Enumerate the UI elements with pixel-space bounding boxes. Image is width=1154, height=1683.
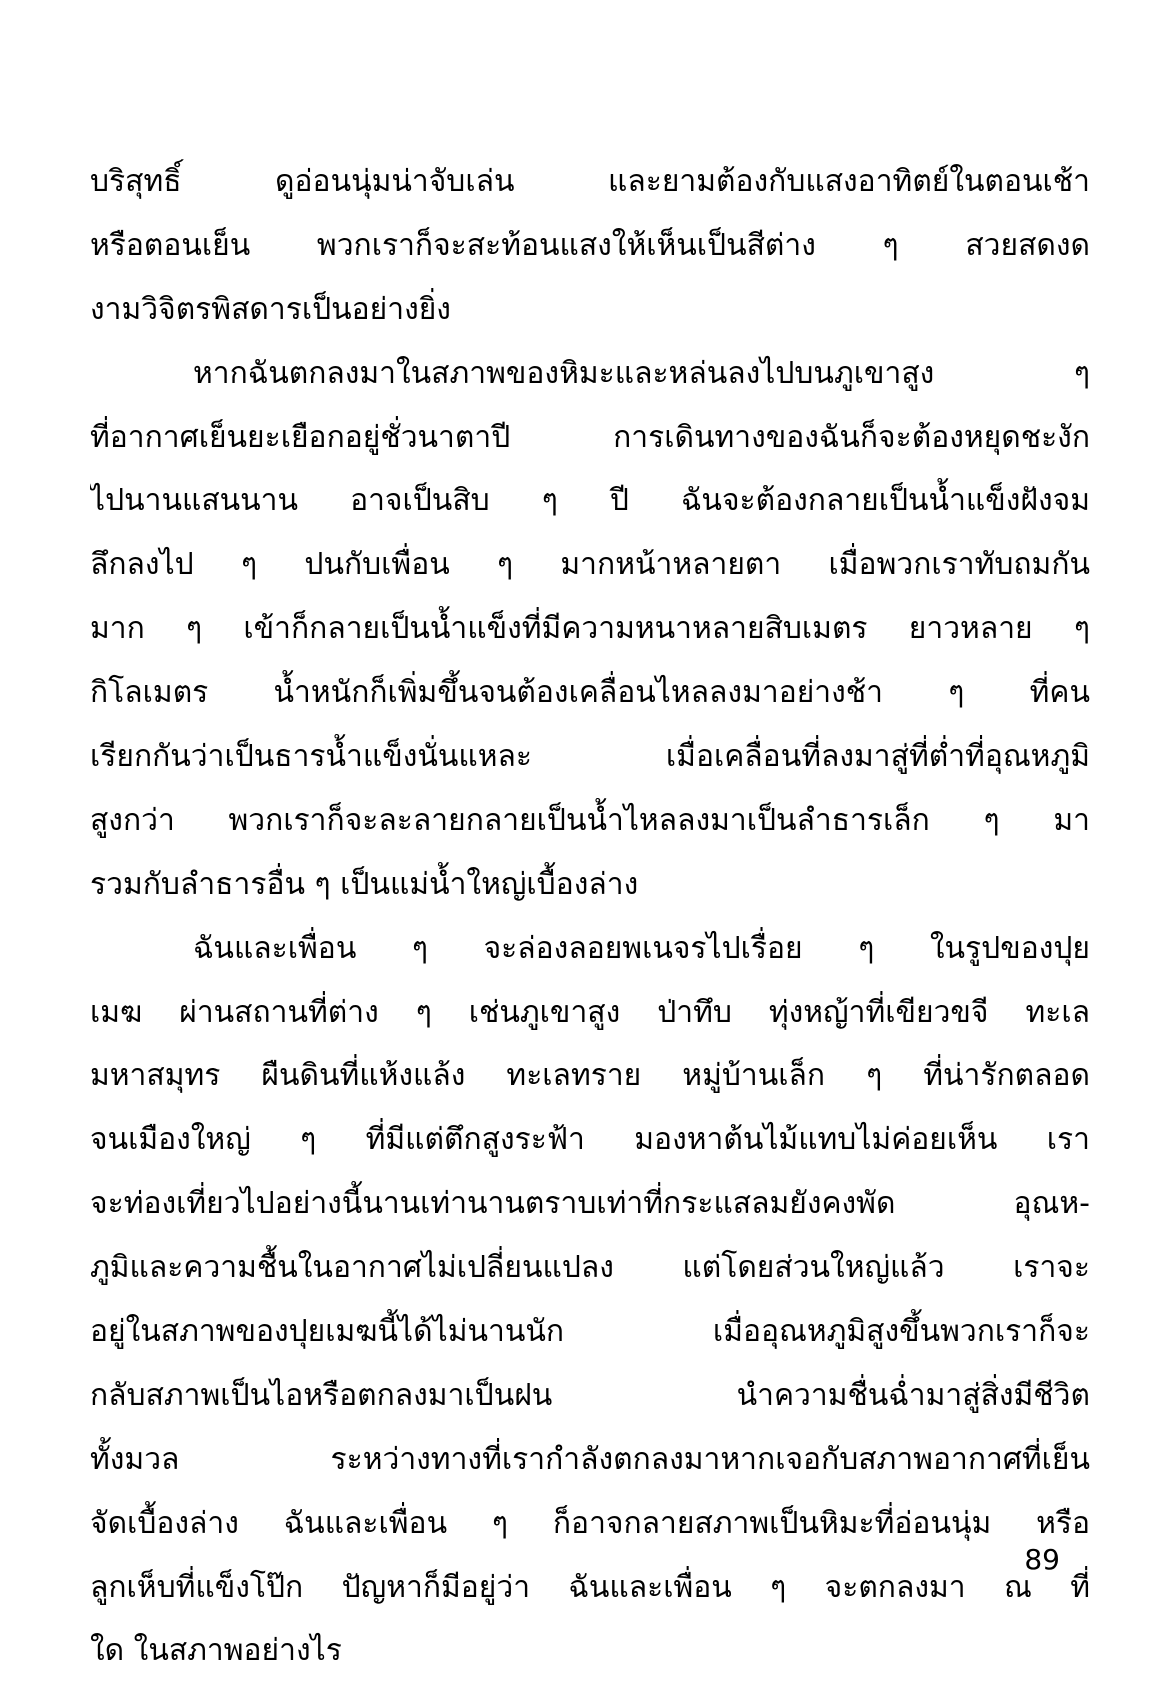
text-line: กิโลเมตร น้ำหนักก็เพิ่มขึ้นจนต้องเคลื่อนไหลลงมาอย่างช้า ๆ ที่คน (90, 675, 1090, 711)
text-line: กลับสภาพเป็นไอหรือตกลงมาเป็นฝน นำความชื่นฉ่ำมาสู่สิ่งมีชีวิต (90, 1377, 1090, 1413)
text-line: ลึกลงไป ๆ ปนกับเพื่อน ๆ มากหน้าหลายตา เมื่อพวกเราทับถมกัน (90, 547, 1090, 583)
body-text (90, 150, 1090, 1683)
text-line: เมฆ ผ่านสถานที่ต่าง ๆ เช่นภูเขาสูง ป่าทึบ ทุ่งหญ้าที่เขียวขจี ทะเล (90, 994, 1090, 1030)
text-line: จะท่องเที่ยวไปอย่างนี้นานเท่านานตราบเท่าที่กระแสลมยังคงพัด อุณห- (90, 1186, 1090, 1222)
text-line: บริสุทธิ์ ดูอ่อนนุ่มน่าจับเล่น และยามต้องกับแสงอาทิตย์ในตอนเช้า (90, 164, 1090, 199)
text-line: หรือตอนเย็น พวกเราก็จะสะท้อนแสงให้เห็นเป็นสีต่าง ๆ สวยสดงด (90, 227, 1090, 263)
page-number: 89 (1024, 1543, 1060, 1576)
text-line: เรียกกันว่าเป็นธารน้ำแข็งนั่นแหละ เมื่อเคลื่อนที่ลงมาสู่ที่ต่ำที่อุณหภูมิ (90, 739, 1090, 775)
text-line: ไปนานแสนนาน อาจเป็นสิบ ๆ ปี ฉันจะต้องกลายเป็นน้ำแข็งฝังจม (90, 483, 1090, 519)
paragraph-end-line: รวมกับลำธารอื่น ๆ เป็นแม่น้ำใหญ่เบื้องล่าง (90, 866, 639, 902)
paragraph-start-line: ฉันและเพื่อน ๆ จะล่องลอยพเนจรไปเรื่อย ๆ ในรูปของปุย (193, 930, 1090, 966)
text-line: ที่อากาศเย็นยะเยือกอยู่ชั่วนาตาปี การเดินทางของฉันก็จะต้องหยุดชะงัก (90, 419, 1090, 455)
text-line: มหาสมุทร ผืนดินที่แห้งแล้ง ทะเลทราย หมู่บ้านเล็ก ๆ ที่น่ารักตลอด (90, 1058, 1090, 1094)
text-line: ลูกเห็บที่แข็งโป๊ก ปัญหาก็มีอยู่ว่า ฉันและเพื่อน ๆ จะตกลงมา ณ ที่ (90, 1569, 1090, 1605)
text-line: ภูมิและความชื้นในอากาศไม่เปลี่ยนแปลง แต่โดยส่วนใหญ่แล้ว เราจะ (90, 1250, 1090, 1286)
text-line: ทั้งมวล ระหว่างทางที่เรากำลังตกลงมาหากเจอกับสภาพอากาศที่เย็น (90, 1441, 1090, 1477)
paragraph-start-line: หากฉันตกลงมาในสภาพของหิมะและหล่นลงไปบนภูเขาสูง ๆ (193, 355, 1090, 391)
text-line: จนเมืองใหญ่ ๆ ที่มีแต่ตึกสูงระฟ้า มองหาต้นไม้แทบไม่ค่อยเห็น เรา (90, 1122, 1090, 1158)
paragraph-end-line: ใด ในสภาพอย่างไร (90, 1633, 342, 1669)
paragraph-end-line: งามวิจิตรพิสดารเป็นอย่างยิ่ง (90, 291, 451, 327)
text-line: มาก ๆ เข้าก็กลายเป็นน้ำแข็งที่มีความหนาหลายสิบเมตร ยาวหลาย ๆ (90, 611, 1090, 647)
text-line: จัดเบื้องล่าง ฉันและเพื่อน ๆ ก็อาจกลายสภาพเป็นหิมะที่อ่อนนุ่ม หรือ (90, 1505, 1090, 1541)
text-line: อยู่ในสภาพของปุยเมฆนี้ได้ไม่นานนัก เมื่ออุณหภูมิสูงขึ้นพวกเราก็จะ (90, 1314, 1090, 1350)
text-line: สูงกว่า พวกเราก็จะละลายกลายเป็นน้ำไหลลงมาเป็นลำธารเล็ก ๆ มา (90, 802, 1090, 838)
